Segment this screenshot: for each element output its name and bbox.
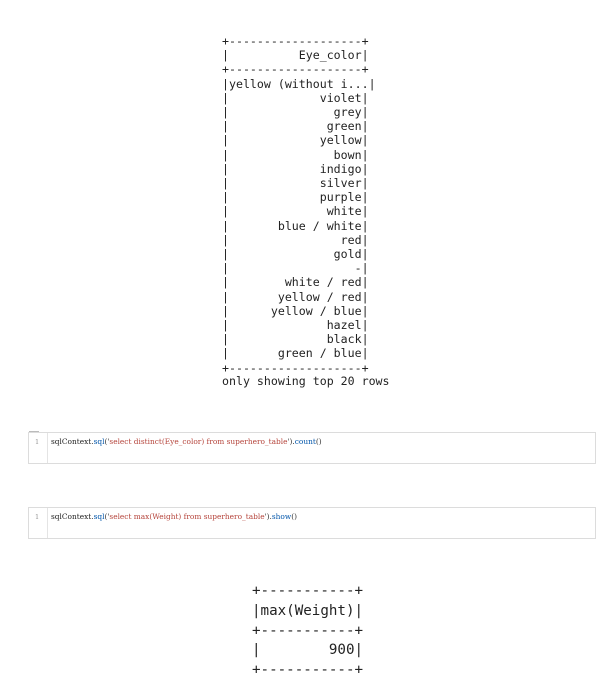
code-close-paren: '). xyxy=(264,512,272,521)
code-object: sqlContext xyxy=(51,437,92,446)
code-call-end: () xyxy=(291,512,297,521)
code-call-end: () xyxy=(315,437,322,446)
eye-color-result-table: +-------------------+ | Eye_color| +-------------------+ |yellow (without i...| | violet| | grey| | green| | yellow| | bown| | indigo| | silver| | purple| | white| | blue / white| | red| | gold| | -| | white / red| | yellow / red| | yellow / blue| | hazel| | black| | green / blue| +-------------------+ xyxy=(222,34,376,375)
code-open-paren: (' xyxy=(104,512,110,521)
code-action: show xyxy=(271,512,292,521)
code-method: sql xyxy=(93,437,105,446)
max-weight-result-table: +-----------+ |max(Weight)| +-----------+ | 900| +-----------+ xyxy=(252,583,364,679)
code-line[interactable] xyxy=(51,512,297,521)
code-method: sql xyxy=(93,512,105,521)
cell-gutter-mark xyxy=(29,431,39,432)
code-close-paren: '). xyxy=(287,437,295,446)
code-object: sqlContext xyxy=(51,512,92,521)
line-number: 1 xyxy=(35,513,40,521)
code-cell-count-query[interactable] xyxy=(28,432,596,464)
rows-shown-note: only showing top 20 rows xyxy=(222,374,390,388)
code-action: count xyxy=(294,437,316,446)
code-dot: . xyxy=(91,437,94,446)
line-number: 1 xyxy=(35,438,40,446)
code-dot: . xyxy=(91,512,94,521)
code-cell-max-query[interactable] xyxy=(28,507,596,539)
code-line[interactable] xyxy=(51,437,322,446)
code-query-string: select max(Weight) from superhero_table xyxy=(109,512,265,521)
code-open-paren: (' xyxy=(104,437,110,446)
code-query-string: select distinct(Eye_color) from superhero_table xyxy=(109,437,288,446)
